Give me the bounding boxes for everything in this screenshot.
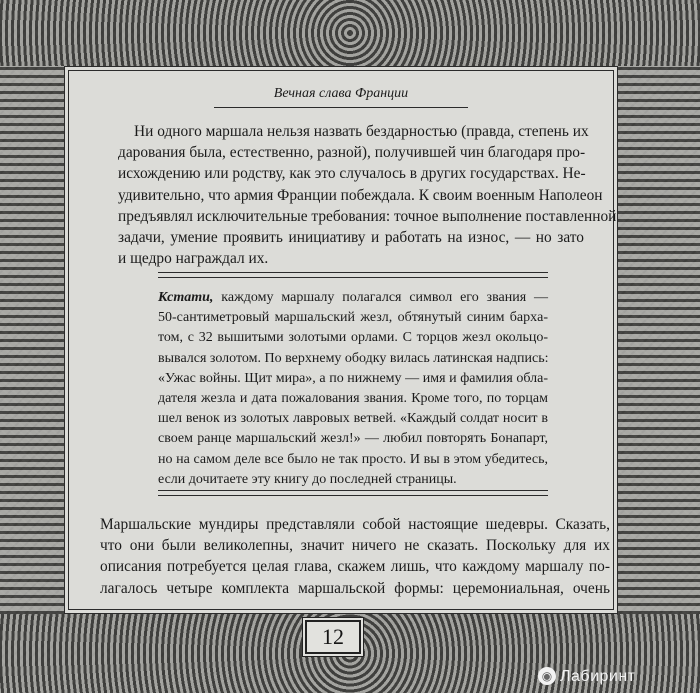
text-line: вывался золотом. По верхнему ободку вилась латинская надпись: <box>158 350 549 366</box>
text-line: «Ужас войны. Щит мира», а по нижнему — имя и фамилия обла- <box>158 370 548 386</box>
sidebar-top-rule <box>158 272 548 278</box>
text-line: том, с 32 вышитыми золотыми орлами. С торцов жезл окольцо- <box>158 330 548 346</box>
frame-right-ornament <box>618 66 700 614</box>
text-line: что они были великолепны, значит ничего не сказать. Поскольку для их <box>100 537 610 555</box>
text-line: и щедро награждал их. <box>118 250 269 268</box>
text-line: дателя жезла и дата пожалования звания. Кроме того, по торцам <box>158 391 548 407</box>
sidebar-bottom-rule <box>158 490 548 496</box>
page-number: 12 <box>305 620 361 654</box>
frame-top-engraving <box>0 0 700 66</box>
text-line: если дочитаете эту книгу до последней страницы. <box>158 471 457 487</box>
sidebar-lead: Кстати, <box>158 290 214 305</box>
running-head: Вечная слава Франции <box>273 86 409 101</box>
sidebar-box <box>158 288 548 490</box>
running-head-rule <box>214 107 468 108</box>
text-line: задачи, умение проявить инициативу и работать на износ, — но зато <box>118 229 584 247</box>
text-line: 50-сантиметровый маршальский жезл, обтянутый синим бархa- <box>158 310 548 326</box>
sidebar-first-line: каждому маршалу полагался символ его звания — <box>213 290 548 305</box>
paragraph-2 <box>100 514 610 599</box>
text-line: Ни одного маршала нельзя назвать бездарностью (правда, степень их <box>134 123 589 140</box>
labyrinth-logo-icon: ◉ <box>538 667 556 685</box>
text-line: предъявлял исключительные требования: точное выполнение поставленной <box>118 207 617 225</box>
text-line: шел венок из золотых лавровых ветвей. «Каждый солдат носит в <box>158 411 548 427</box>
watermark: Лабиринт <box>560 668 636 685</box>
page-content <box>64 66 618 614</box>
text-line: исхождению или родству, как это случалось в других государствах. Не- <box>118 165 586 183</box>
text-line <box>158 288 548 308</box>
text-line: но на самом деле все было не так просто. И вы в этом убедитесь, <box>158 451 548 467</box>
text-line: лагалось четыре комплекта маршальской формы: церемониальная, очень <box>100 579 610 597</box>
text-line: своем ранце маршальский жезл!» — любил повторять Бонапарт, <box>158 431 548 447</box>
text-line: описания потребуется целая глава, скажем лишь, что каждому маршалу по- <box>100 558 610 576</box>
text-line: Маршальские мундиры представляли собой настоящие шедевры. Сказать, <box>100 516 610 533</box>
frame-left-ornament <box>0 66 64 614</box>
paragraph-1 <box>118 121 617 269</box>
text-line: удивительно, что армия Франции побеждала. К своим военным Наполеон <box>118 186 603 204</box>
text-line: дарования была, естественно, разной), получившей чин благодаря про- <box>118 144 586 162</box>
